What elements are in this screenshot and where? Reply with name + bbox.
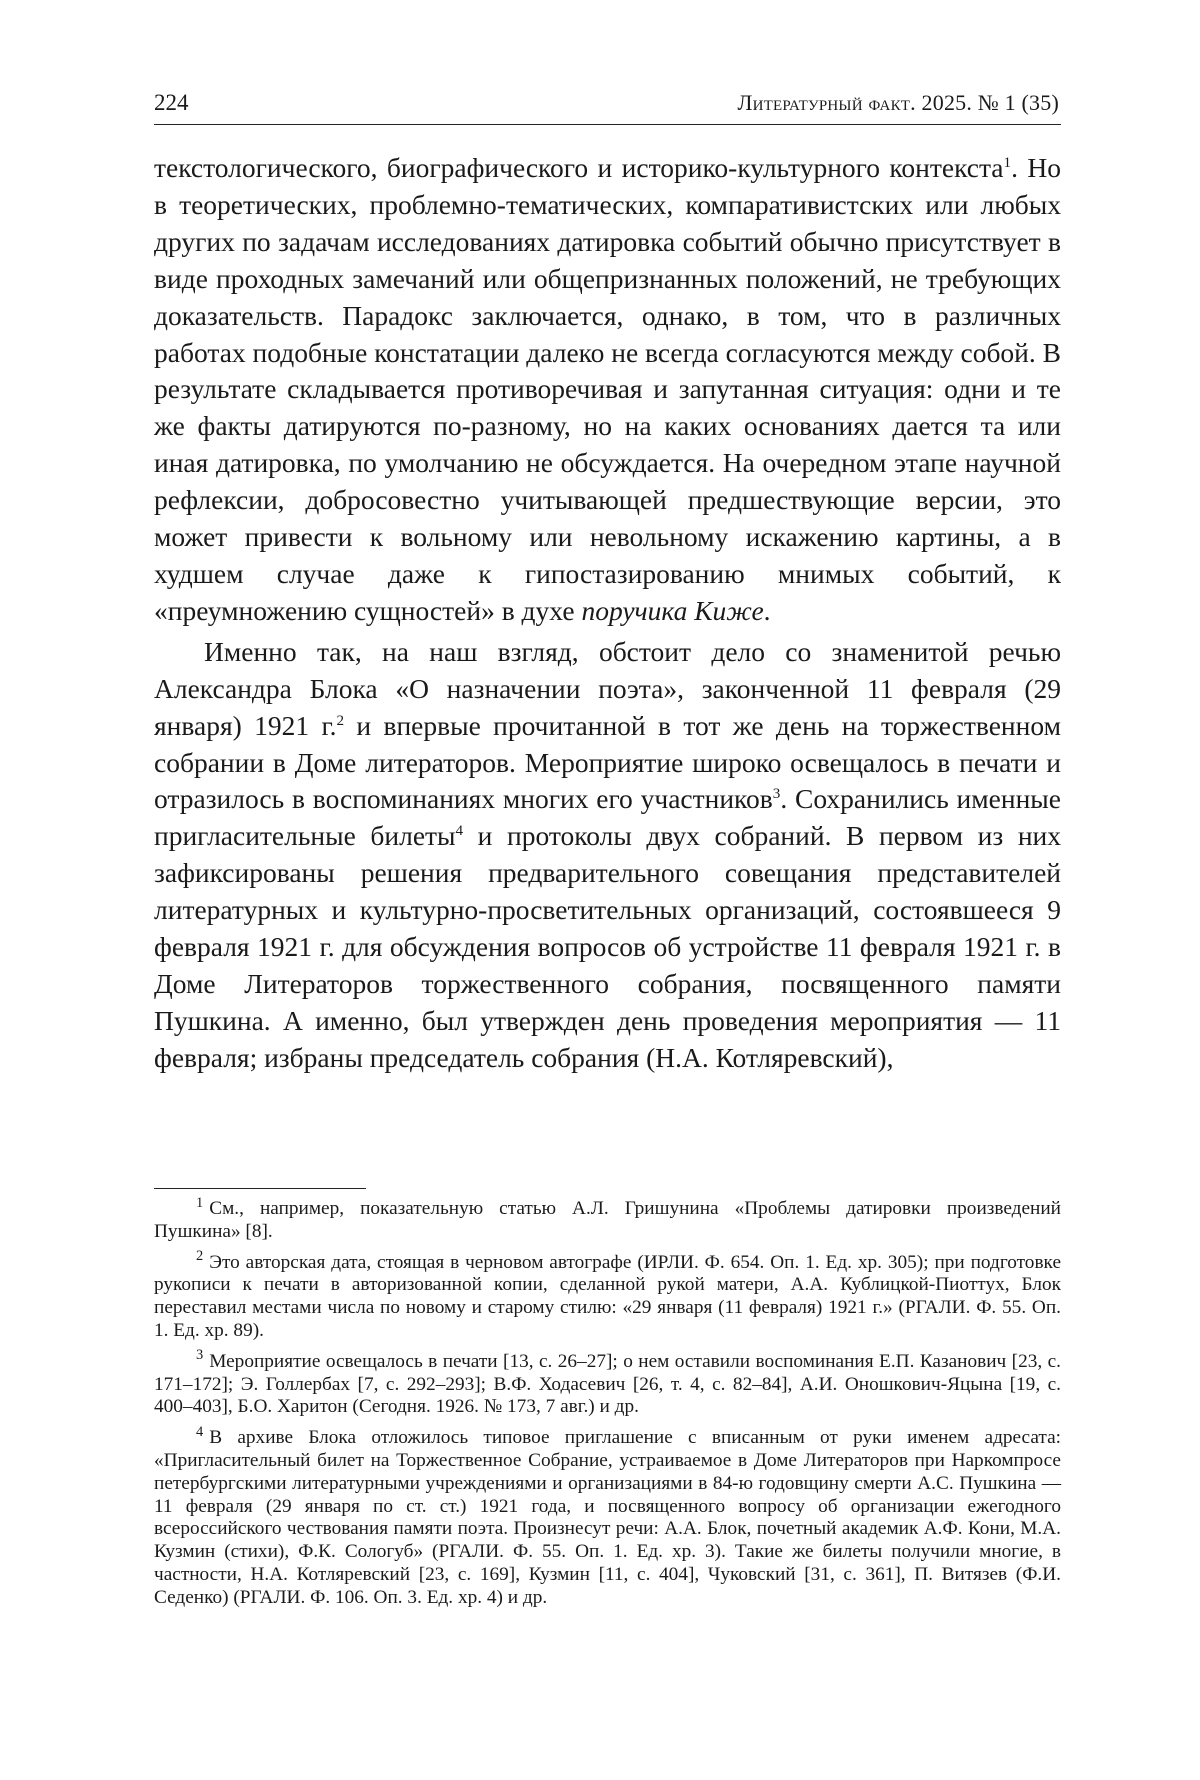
main-text <box>154 150 1061 1077</box>
footnote-divider <box>154 1188 366 1189</box>
running-head: Литературный факт. 2025. № 1 (35) <box>737 90 1059 115</box>
footnote-number: 3 <box>196 1347 204 1364</box>
footnote-ref-3[interactable]: 3 <box>772 786 781 803</box>
footnote-text: В архиве Блока отложилось типовое приглашение с вписанным от руки именем адресата: «Пригласительный билет на Торжественное Собрание, устраиваемое в Доме Литераторов при Наркомпросе петербургскими литературными учреждениями и организациями в 84-ю годовщину смерти А.С. Пушкина — 11 февраля (29 января по ст. ст.) 1921 года, и посвященного вопросу об организации ежегодного всероссийского чествования памяти поэта. Произнесут речи: А.А. Блок, почетный академик А.Ф. Кони, М.А. Кузмин (стихи), Ф.К. Сологуб» (РГАЛИ. Ф. 55. Оп. 1. Ед. хр. 3). Такие же билеты получили многие, в частности, Н.А. Котляревский [23, с. 169], Кузмин [11, с. 404], Чуковский [31, с. 361], П. Витязев (Ф.И. Седенко) (РГАЛИ. Ф. 106. Оп. 3. Ед. хр. 4) и др. <box>154 1427 1061 1608</box>
page-header <box>154 90 1061 125</box>
paragraph-2: Именно так, на наш взгляд, обстоит дело со знаменитой речью Александра Блока «О назначении поэта», законченной 11 февраля (29 января) 1921 г.$^2$ и впервые прочитанной в тот же день на торжественном собрании в Доме литераторов. Мероприятие широко освещалось в печати и отразилось в воспоминаниях многих его участников$^3$. Сохранились именные пригласительные билеты$^4$ и протоколы двух собраний. В первом из них зафиксированы решения предварительного совещания представителей литературных и культурно-просветительных организаций, состоявшееся 9 февраля 1921 г. для обсуждения вопросов об устройстве 11 февраля 1921 г. в Доме Литераторов торжественного собрания, посвященного памяти Пушкина. А именно, был утвержден день проведения мероприятия — 11 февраля; избраны председатель собрания (Н.А. Котляревский), <box>154 635 1061 1073</box>
italic-phrase: поручика Киже <box>581 594 764 626</box>
footnote-ref-1[interactable]: 1 <box>1003 154 1012 171</box>
footnote-text: См., например, показательную статью А.Л. Гришунина «Проблемы датировки произведений Пушкина» [8]. <box>154 1198 1061 1242</box>
footnote-ref-2[interactable]: 2 <box>336 712 345 729</box>
footnote-3 <box>154 1347 1061 1419</box>
footnote-number: 1 <box>196 1194 204 1211</box>
journal-page <box>154 0 1061 1780</box>
footnote-text: Мероприятие освещалось в печати [13, с. 26–27]; о нем оставили воспоминания Е.П. Казанович [23, с. 171–172]; Э. Голлербах [7, с. 292–293]; В.Ф. Ходасевич [26, т. 4, с. 82–84], А.И. Оношкович-Яцына [19, с. 400–403], Б.О. Харитон (Сегодня. 1926. № 173, 7 авг.) и др. <box>154 1350 1061 1418</box>
footnote-4 <box>154 1423 1061 1609</box>
paragraph-1: текстологического, биографического и историко-культурного контекста$^1$. Но в теоретических, проблемно-тематических, компаративистских или любых других по задачам исследованиях датировка событий обычно присутствует в виде проходных замечаний или общепризнанных положений, не требующих доказательств. Парадокс заключается, однако, в том, что в различных работах подобные констатации далеко не всегда согласуются между собой. В результате складывается противоречивая и запутанная ситуация: одни и те же факты датируются по-разному, но на каких основаниях дается та или иная датировка, по умолчанию не обсуждается. На очередном этапе научной рефлексии, добросовестно учитывающей предшествующие версии, это может привести к вольному или невольному искажению картины, а в худшем случае даже к гипостазированию мнимых событий, к «преумножению сущностей» в духе поручика Киже. <box>154 152 1061 626</box>
footnotes <box>154 1194 1061 1618</box>
footnote-number: 4 <box>196 1423 204 1440</box>
footnote-text: Это авторская дата, стоящая в черновом автографе (ИРЛИ. Ф. 654. Оп. 1. Ед. хр. 305); при подготовке рукописи к печати в авторизованной копии, сделанной рукой матери, А.А. Кублицкой-Пиоттух, Блок переставил местами числа по новому и старому стилю: «29 января (11 февраля) 1921 г.» (РГАЛИ. Ф. 55. Оп. 1. Ед. хр. 89). <box>154 1251 1061 1341</box>
footnote-1 <box>154 1194 1061 1244</box>
page-number: 224 <box>154 90 189 115</box>
footnote-2 <box>154 1248 1061 1343</box>
footnote-ref-4[interactable]: 4 <box>455 823 464 840</box>
footnote-number: 2 <box>196 1248 204 1265</box>
